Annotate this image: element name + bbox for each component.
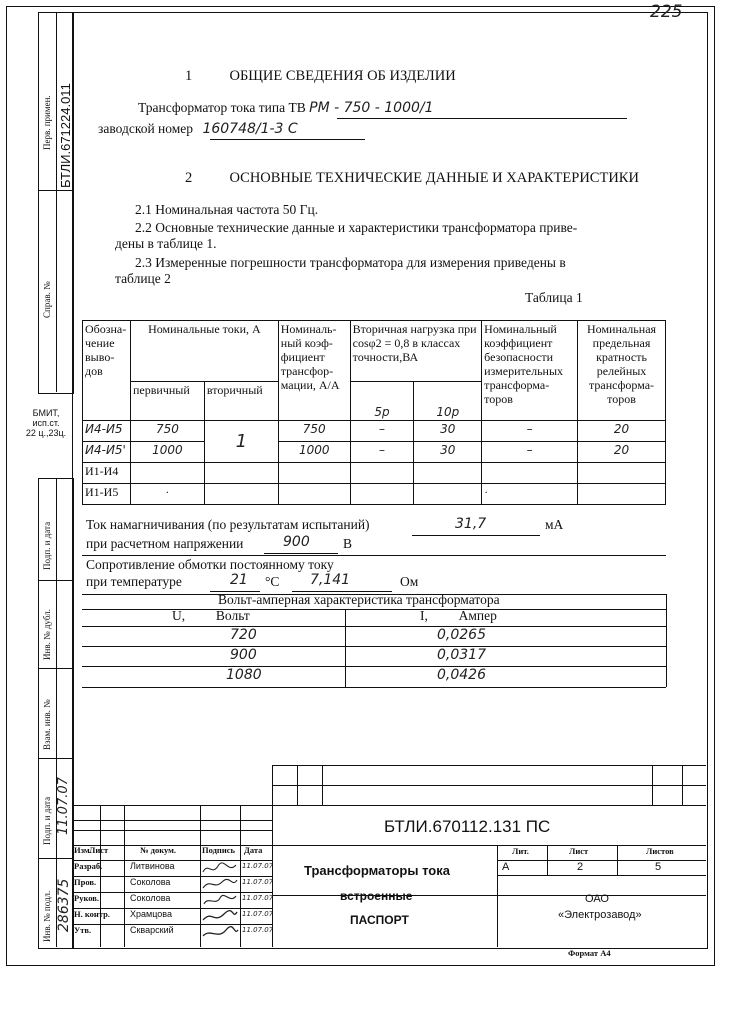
- stamp-col-sign: Подпись: [202, 845, 235, 855]
- doc-code: БТЛИ.670112.131 ПС: [384, 817, 551, 836]
- margin-perv-primen: Перв. примен.: [42, 95, 52, 150]
- stamp-name: Литвинова: [130, 861, 175, 871]
- margin-sign-date: 11.07.07: [56, 777, 71, 835]
- th-rated-currents: Номинальные токи, А: [130, 321, 278, 382]
- va-row-i: 0,0317: [437, 647, 486, 663]
- org-line-2: «Электрозавод»: [558, 909, 642, 921]
- stamp-col-izm: Изм.: [74, 845, 92, 855]
- stamp-name: Соколова: [130, 877, 171, 887]
- resistance-label: Сопротивление обмотки постоянному току: [86, 557, 334, 572]
- transformer-type-value: РМ - 750 - 1000/1: [309, 100, 434, 116]
- th-secondary: вторичный: [204, 382, 278, 421]
- stamp-role: Руков.: [74, 893, 99, 903]
- sheets-value: 5: [655, 861, 662, 873]
- stamp-name: Скварский: [130, 925, 174, 935]
- margin-inv-dubl: Инв. № дубл.: [42, 609, 52, 660]
- stamp-date: 11.07.07: [242, 926, 274, 934]
- margin-perv-code: БТЛИ.671224.011: [58, 83, 73, 188]
- signature: [203, 879, 237, 888]
- signature: [203, 863, 236, 872]
- va-col-i: I, Ампер: [420, 608, 497, 623]
- va-row-i: 0,0426: [437, 667, 486, 683]
- voltage-value: 900: [283, 534, 310, 550]
- stamp-date: 11.07.07: [242, 862, 274, 870]
- th-class-5p: 5р: [350, 382, 414, 421]
- format-label: Формат А4: [568, 948, 611, 958]
- voltage-line: при расчетном напряжении: [86, 536, 244, 551]
- th-burden: Вторичная нагрузка при cosφ2 = 0,8 в классах точности,ВА: [350, 321, 482, 382]
- resistance-value: 7,141: [310, 572, 351, 588]
- stamp-date: 11.07.07: [242, 910, 274, 918]
- para-2-2-b: дены в таблице 1.: [115, 236, 217, 251]
- doc-title-2: встроенные: [340, 889, 413, 903]
- signature: [203, 927, 238, 936]
- va-title: Вольт-амперная характеристика трансформатора: [218, 592, 500, 607]
- margin-vzam-inv: Взам. инв. №: [42, 699, 52, 750]
- th-safety-factor: Номинальный коэффициент безопасности измерительных трансформа-торов: [482, 321, 578, 421]
- margin-podp-data-2: Подп. и дата: [42, 796, 52, 845]
- margin-sprav: Справ. №: [42, 281, 52, 318]
- table-row: И4-И5 750 1 750 – 30 – 20: [83, 421, 666, 442]
- sheet-label: Лист: [569, 846, 589, 856]
- th-ratio: Номиналь-ный коэф-фициент трансфор-мации, А/А: [278, 321, 350, 421]
- va-row-i: 0,0265: [437, 627, 486, 643]
- th-designation: Обозна-чение выво-дов: [83, 321, 131, 421]
- stamp-role: Н. контр.: [74, 909, 110, 919]
- va-row-u: 720: [230, 627, 257, 643]
- th-class-10p: 10р: [414, 382, 482, 421]
- table-row: И1-И4: [83, 463, 666, 484]
- signature-marks: [200, 860, 240, 947]
- stamp-name: Соколова: [130, 893, 171, 903]
- resistance-line: при температуре: [86, 574, 182, 589]
- magnetizing-value: 31,7: [455, 516, 487, 532]
- para-2-1: 2.1 Номинальная частота 50 Гц.: [135, 202, 319, 217]
- title-block: [72, 765, 706, 947]
- page-number: 225: [650, 2, 683, 22]
- va-col-u: U, Вольт: [172, 608, 250, 623]
- para-2-3-a: 2.3 Измеренные погрешности трансформатора для измерения приведены в: [135, 255, 566, 270]
- doc-title-3: ПАСПОРТ: [350, 913, 409, 927]
- margin-inv-podl: Инв. № подл.: [42, 890, 52, 942]
- section2-heading: 2 ОСНОВНЫЕ ТЕХНИЧЕСКИЕ ДАННЫЕ И ХАРАКТЕРИСТИКИ: [185, 170, 639, 186]
- serial-value: 160748/1-3 С: [202, 121, 298, 137]
- para-2-2-a: 2.2 Основные технические данные и характеристики трансформатора приве-: [135, 220, 578, 235]
- resistance-temp-value: 21: [230, 572, 248, 588]
- voltage-unit: В: [343, 536, 353, 551]
- lit-value: А: [502, 861, 510, 873]
- th-limit-factor: Номинальная предельная кратность релейных трансформа-торов: [578, 321, 666, 421]
- margin-bmit: БМИТ, исп.ст. 22 ц.,23ц.: [25, 408, 67, 438]
- table1-caption: Таблица 1: [525, 290, 583, 305]
- resistance-temp-unit: °С: [265, 574, 280, 589]
- para-2-3-b: таблице 2: [115, 271, 171, 286]
- doc-title-1: Трансформаторы тока: [304, 863, 450, 878]
- resistance-unit: Ом: [400, 574, 419, 589]
- signature: [204, 895, 236, 904]
- stamp-date: 11.07.07: [242, 878, 274, 886]
- va-row-u: 900: [230, 647, 257, 663]
- stamp-col-list: Лист: [89, 845, 109, 855]
- stamp-date: 11.07.07: [242, 894, 274, 902]
- stamp-role: Разраб.: [74, 861, 103, 871]
- table-row: И1-И5 · ·: [83, 484, 666, 505]
- section1-heading: 1 ОБЩИЕ СВЕДЕНИЯ ОБ ИЗДЕЛИИ: [185, 68, 456, 84]
- signature: [203, 911, 237, 920]
- org-line-1: ОАО: [585, 893, 609, 905]
- va-row-u: 1080: [226, 667, 262, 683]
- stamp-name: Храмцова: [130, 909, 172, 919]
- lit-label: Лит.: [512, 846, 529, 856]
- transformer-type-line: Трансформатор тока типа ТВ РМ - 750 - 1000/1: [138, 100, 434, 116]
- sheet-value: 2: [577, 861, 584, 873]
- stamp-role: Пров.: [74, 877, 97, 887]
- th-primary: первичный: [130, 382, 204, 421]
- sheets-label: Листов: [646, 846, 674, 856]
- stamp-col-doc: № докум.: [140, 845, 177, 855]
- stamp-col-date: Дата: [244, 845, 263, 855]
- magnetizing-unit: мА: [545, 517, 564, 532]
- serial-line: заводской номер 160748/1-3 С: [98, 121, 298, 137]
- table-row: И4-И5' 1000 1000 – 30 – 20: [83, 442, 666, 463]
- magnetizing-line: Ток намагничивания (по результатам испытаний): [86, 517, 370, 532]
- table1: [82, 320, 666, 505]
- stamp-role: Утв.: [74, 925, 92, 935]
- margin-inv-number: 286375: [56, 878, 72, 932]
- margin-podp-data: Подп. и дата: [42, 521, 52, 570]
